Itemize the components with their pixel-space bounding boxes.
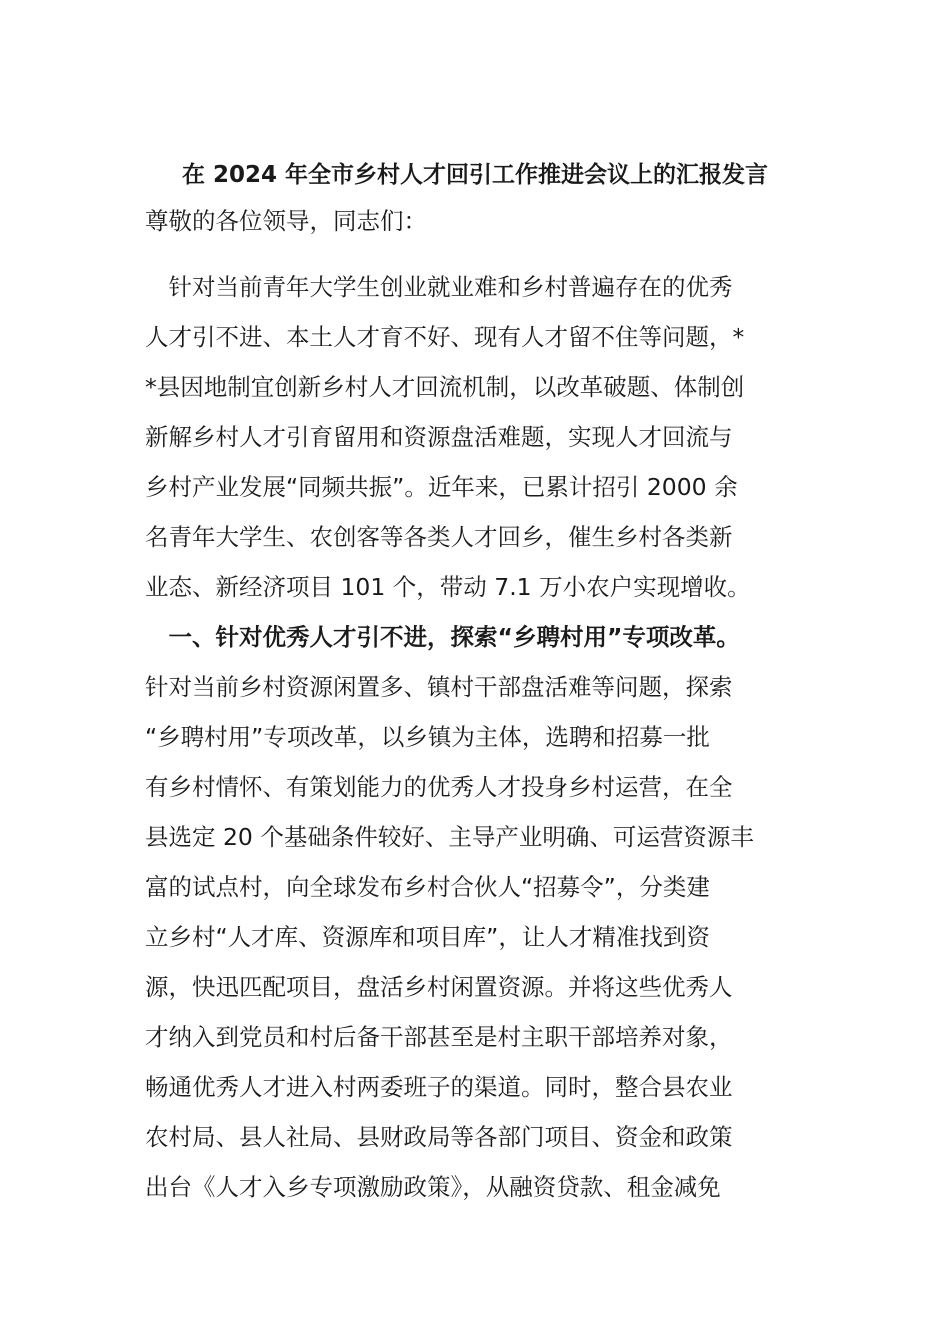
paragraph-line: 才纳入到党员和村后备干部甚至是村主职干部培养对象， — [145, 1023, 733, 1051]
paragraph-line: 农村局、县人社局、县财政局等各部门项目、资金和政策 — [145, 1123, 733, 1151]
paragraph-line: 立乡村“人才库、资源库和项目库”，让人才精准找到资 — [145, 923, 710, 951]
paragraph-line: 名青年大学生、农创客等各类人才回乡，催生乡村各类新 — [145, 523, 733, 551]
salutation: 尊敬的各位领导，同志们： — [145, 207, 427, 235]
paragraph-line: “乡聘村用”专项改革，以乡镇为主体，选聘和招募一批 — [145, 723, 710, 751]
paragraph-line: 人才引不进、本土人才育不好、现有人才留不住等问题，* — [145, 323, 745, 351]
paragraph-line: 针对当前青年大学生创业就业难和乡村普遍存在的优秀 — [145, 273, 733, 301]
paragraph-line: 针对当前乡村资源闲置多、镇村干部盘活难等问题，探索 — [145, 673, 733, 701]
paragraph-line: 业态、新经济项目 101 个，带动 7.1 万小农户实现增收。 — [145, 573, 751, 601]
paragraph-line: 新解乡村人才引育留用和资源盘活难题，实现人才回流与 — [145, 423, 733, 451]
paragraph-line: 乡村产业发展“同频共振”。近年来，已累计招引 2000 余 — [145, 473, 738, 501]
paragraph-line: 有乡村情怀、有策划能力的优秀人才投身乡村运营，在全 — [145, 773, 733, 801]
paragraph-line: 县选定 20 个基础条件较好、主导产业明确、可运营资源丰 — [145, 823, 754, 851]
section-heading: 一、针对优秀人才引不进，探索“乡聘村用”专项改革。 — [145, 623, 740, 651]
paragraph-line: *县因地制宜创新乡村人才回流机制，以改革破题、体制创 — [145, 373, 745, 401]
paragraph-line: 富的试点村，向全球发布乡村合伙人“招募令”，分类建 — [145, 873, 710, 901]
paragraph-line: 畅通优秀人才进入村两委班子的渠道。同时，整合县农业 — [145, 1073, 733, 1101]
paragraph-line: 出台《人才入乡专项激励政策》，从融资贷款、租金减免 — [145, 1173, 721, 1201]
document-title: 在 2024 年全市乡村人才回引工作推进会议上的汇报发言 — [181, 162, 769, 188]
paragraph-line: 源，快迅匹配项目，盘活乡村闲置资源。并将这些优秀人 — [145, 973, 733, 1001]
